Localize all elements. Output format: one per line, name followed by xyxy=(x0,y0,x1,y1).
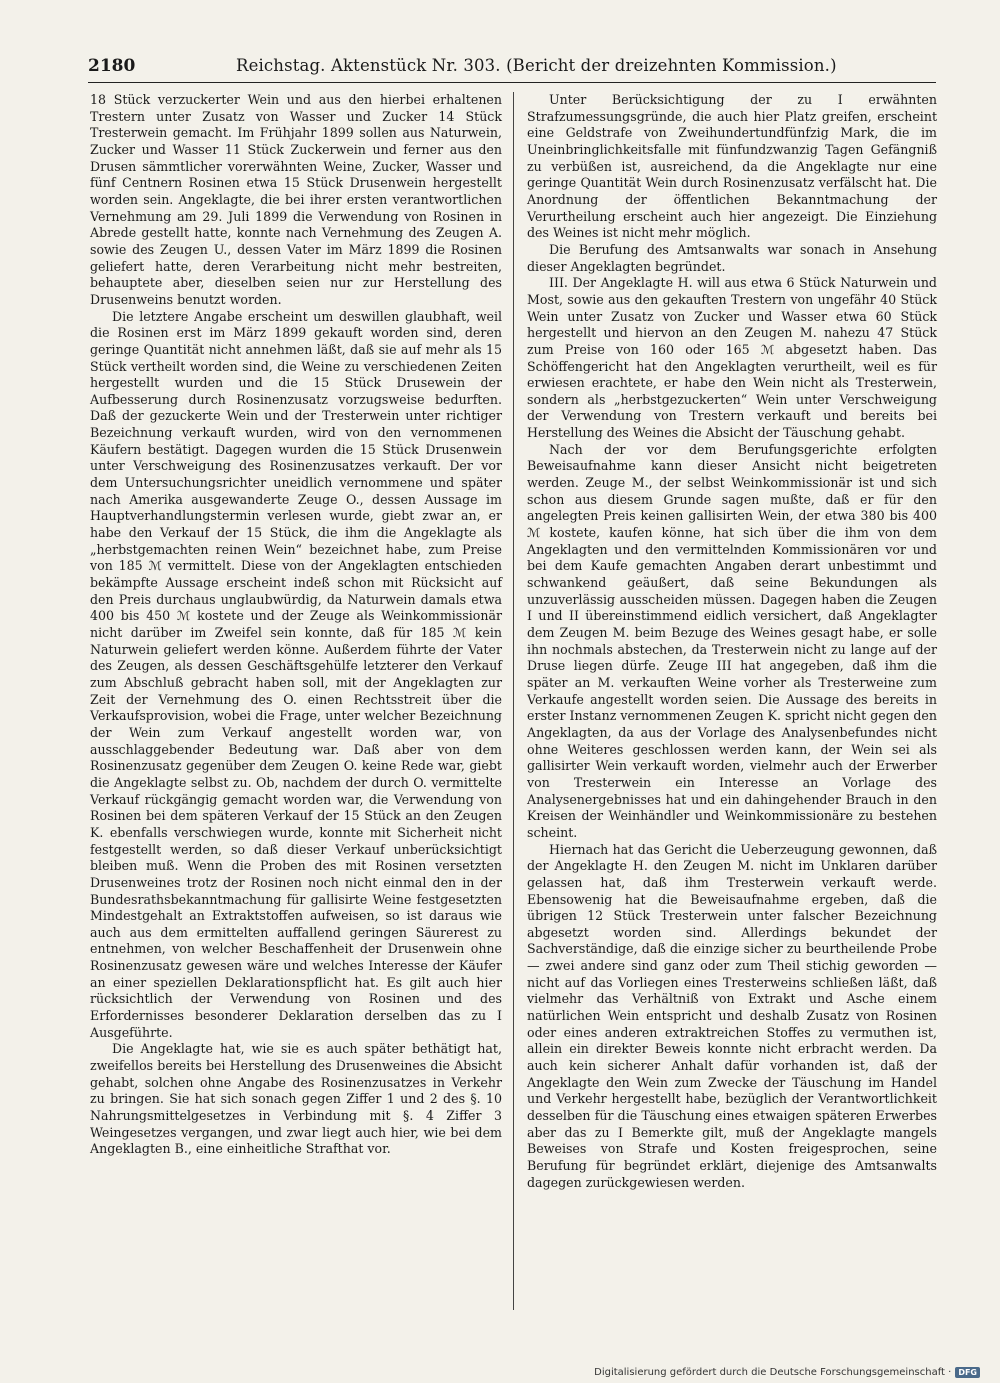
left-column xyxy=(90,92,502,1158)
paragraph: Unter Berücksichtigung der zu I erwähnten Strafzumessungsgründe, die auch hier Platz greifen, erscheint eine Geldstrafe von Zweihundertundfünfzig Mark, die im Uneinbringlichkeitsfalle mit fünfundzwanzig Tagen Gefängniß zu verbüßen ist, ausreichend, da die Angeklagte nur eine geringe Quantität Wein durch Rosinenzusatz verfälscht hat. Die Anordnung der öffentlichen Bekanntmachung der Verurtheilung erscheint auch hier angezeigt. Die Einziehung des Weines ist nicht mehr möglich. xyxy=(527,92,937,241)
paragraph: Die Berufung des Amtsanwalts war sonach in Ansehung dieser Angeklagten begründet. xyxy=(527,241,937,274)
paragraph: III. Der Angeklagte H. will aus etwa 6 Stück Naturwein und Most, sowie aus den gekauften Trestern von ungefähr 40 Stück Wein unter Zusatz von Zucker und Wasser etwa 60 Stück hergestellt und hiervon an den Zeugen M. nahezu 47 Stück zum Preise von 160 oder 165 ℳ abgesetzt haben. Das Schöffengericht hat den Angeklagten verurtheilt, weil es für erwiesen erachtete, er habe den Wein nicht als Tresterwein, sondern als „herbstgezuckerten“ Wein unter Verschweigung der Verwendung von Trestern verkauft und bereits bei Herstellung des Weines die Absicht der Täuschung gehabt. xyxy=(527,275,937,441)
paragraph: Die letztere Angabe erscheint um deswillen glaubhaft, weil die Rosinen erst im März 1899 gekauft worden sind, deren geringe Quantität nicht annehmen läßt, daß sie auf mehr als 15 Stück vertheilt worden sind, die Weine zu verschiedenen Zeiten hergestellt wurden und die 15 Stück Drusewein der Aufbesserung durch Rosinenzusatz vorzugsweise bedurften. Daß der gezuckerte Wein und der Tresterwein unter richtiger Bezeichnung verkauft wurden, wird von den vernommenen Käufern bestätigt. Dagegen wurden die 15 Stück Drusenwein unter Verschweigung des Rosinenzusatzes verkauft. Der vor dem Untersuchungsrichter uneidlich vernommene und später nach Amerika ausgewanderte Zeuge O., dessen Aussage im Hauptverhandlungstermin verlesen wurde, giebt zwar an, er habe den Verkauf der 15 Stück, die ihm die Angeklagte als „herbstgemachten reinen Wein“ bezeichnet habe, zum Preise von 185 ℳ vermittelt. Diese von der Angeklagten entschieden bekämpfte Aussage erscheint indeß schon mit Rücksicht auf den Preis durchaus unglaubwürdig, da Naturwein damals etwa 400 bis 450 ℳ kostete und der Zeuge als Weinkommissionär nicht darüber im Zweifel sein konnte, daß für 185 ℳ kein Naturwein geliefert werden könne. Außerdem führte der Vater des Zeugen, als dessen Geschäftsgehülfe letzterer den Verkauf zum Abschluß gebracht haben soll, mit der Angeklagten zur Zeit der Vernehmung des O. einen Rechtsstreit über die Verkaufsprovision, wobei die Frage, unter welcher Bezeichnung der Wein zum Verkauf angestellt worden war, von ausschlaggebender Bedeutung war. Daß aber von dem Rosinenzusatz gegenüber dem Zeugen O. keine Rede war, giebt die Angeklagte selbst zu. Ob, nachdem der durch O. vermittelte Verkauf rückgängig gemacht worden war, die Verwendung von Rosinen bei dem späteren Verkauf der 15 Stück an den Zeugen K. ebenfalls verschwiegen wurde, konnte mit Sicherheit nicht festgestellt werden, so daß dieser Verkauf unberücksichtigt bleiben muß. Wenn die Proben des mit Rosinen versetzten Drusenweines trotz der Rosinen noch nicht einmal den in der Bundesrathsbekanntmachung für gallisirte Weine festgesetzten Mindestgehalt an Extraktstoffen aufweisen, so ist daraus wie auch aus dem ermittelten auffallend geringen Säurerest zu entnehmen, von welcher Beschaffenheit der Drusenwein ohne Rosinenzusatz gewesen wäre und welches Interesse der Käufer an einer speziellen Deklarationspflicht hat. Es gilt auch hier rücksichtlich der Verwendung von Rosinen und des Erfordernisses besonderer Deklaration derselben das zu I Ausgeführte. xyxy=(90,308,502,1040)
paragraph: Hiernach hat das Gericht die Ueberzeugung gewonnen, daß der Angeklagte H. den Zeugen M. nicht im Unklaren darüber gelassen hat, daß ihm Tresterwein verkauft werde. Ebensowenig hat die Beweisaufnahme ergeben, daß die übrigen 12 Stück Tresterwein unter falscher Bezeichnung abgesetzt worden sind. Allerdings bekundet der Sachverständige, daß die einzige sicher zu beurtheilende Probe — zwei andere sind ganz oder zum Theil stichig geworden — nicht auf das Vorliegen eines Tresterweins schließen läßt, daß vielmehr das Verhältniß von Extrakt und Asche einem natürlichen Wein entspricht und deshalb Zusatz von Rosinen oder eines anderen extraktreichen Stoffes zu vermuthen ist, allein ein direkter Beweis konnte nicht erbracht werden. Da auch kein sicherer Anhalt dafür vorhanden ist, daß der Angeklagte den Wein zum Zwecke der Täuschung im Handel und Verkehr hergestellt habe, bezüglich der Verantwortlichkeit desselben für die Täuschung eines etwaigen späteren Erwerbes aber das zu I Bemerkte gilt, muß der Angeklagte mangels Beweises von Strafe und Kosten freigesprochen, seine Berufung für begründet erklärt, diejenige des Amtsanwalts dagegen zurückgewiesen werden. xyxy=(527,841,937,1190)
running-title: Reichstag. Aktenstück Nr. 303. (Bericht der dreizehnten Kommission.) xyxy=(236,56,837,75)
right-column xyxy=(527,92,937,1191)
credit-text: Digitalisierung gefördert durch die Deutsche Forschungsgemeinschaft · xyxy=(594,1367,952,1378)
paragraph: Nach der vor dem Berufungsgerichte erfolgten Beweisaufnahme kann dieser Ansicht nicht beigetreten werden. Zeuge M., der selbst Weinkommissionär ist und sich schon aus diesem Grunde sagen mußte, daß er für den angelegten Preis keinen gallisirten Wein, der etwa 380 bis 400 ℳ kostete, kaufen könne, hat sich über die ihm von dem Angeklagten und den vermittelnden Kommissionären vor und bei dem Kaufe gemachten Angaben derart unbestimmt und schwankend geäußert, daß seine Bekundungen als unzuverlässig ausscheiden müssen. Dagegen haben die Zeugen I und II übereinstimmend eidlich versichert, daß Angeklagter dem Zeugen M. beim Bezuge des Weines gesagt habe, er solle ihn nochmals abstechen, da Tresterwein nicht zu lange auf der Druse liegen dürfe. Zeuge III hat angegeben, daß ihm die später an M. verkauften Weine vorher als Tresterweine zum Verkaufe angestellt worden seien. Die Aussage des bereits in erster Instanz vernommenen Zeugen K. spricht nicht gegen den Angeklagten, da aus der Vorlage des Analysenbefundes nicht ohne Weiteres geschlossen werden kann, der Wein sei als gallisirter Wein verkauft worden, vielmehr auch der Erwerber von Tresterwein ein Interesse an Vorlage des Analysenergebnisses hat und ein dahingehender Brauch in den Kreisen der Weinhändler und Weinkommissionäre zu bestehen scheint. xyxy=(527,441,937,840)
paragraph: 18 Stück verzuckerter Wein und aus den hierbei erhaltenen Trestern unter Zusatz von Wasser und Zucker 14 Stück Tresterwein gemacht. Im Frühjahr 1899 sollen aus Naturwein, Zucker und Wasser 11 Stück Zuckerwein und ferner aus den Drusen sämmtlicher vorerwähnten Weine, Zucker, Wasser und fünf Centnern Rosinen etwa 15 Stück Drusenwein hergestellt worden sein. Angeklagte, die bei ihrer ersten verantwortlichen Vernehmung am 29. Juli 1899 die Verwendung von Rosinen in Abrede gestellt hatte, konnte nach Vernehmung des Zeugen A. sowie des Zeugen U., dessen Vater im März 1899 die Rosinen geliefert hatte, deren Verarbeitung nicht mehr bestreiten, behauptete aber, dieselben seien nur zur Herstellung des Drusenweins benutzt worden. xyxy=(90,92,502,307)
page-number: 2180 xyxy=(88,56,136,76)
digitization-credit xyxy=(594,1367,980,1378)
page-header xyxy=(88,56,936,83)
dfg-logo: DFG xyxy=(955,1367,980,1378)
column-divider xyxy=(513,92,514,1310)
paragraph: Die Angeklagte hat, wie sie es auch später bethätigt hat, zweifellos bereits bei Herstellung des Drusenweines die Absicht gehabt, solchen ohne Angabe des Rosinenzusatzes in Verkehr zu bringen. Sie hat sich sonach gegen Ziffer 1 und 2 des §. 10 Nahrungsmittelgesetzes in Verbindung mit §. 4 Ziffer 3 Weingesetzes vergangen, und zwar liegt auch hier, wie bei dem Angeklagten B., eine einheitliche Strafthat vor. xyxy=(90,1041,502,1157)
